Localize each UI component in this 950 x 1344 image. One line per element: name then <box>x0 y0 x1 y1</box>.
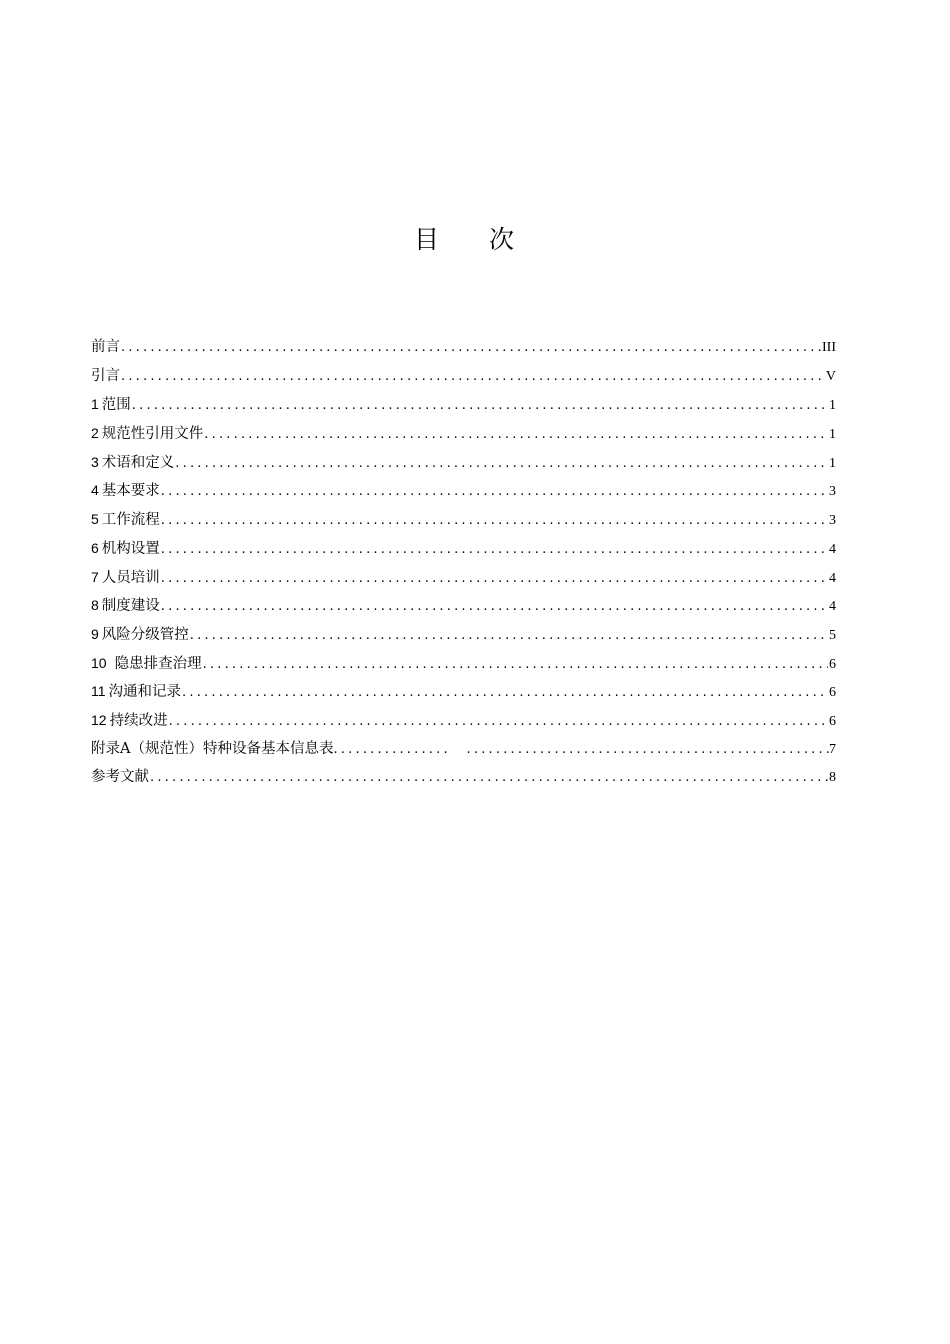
toc-entry-page: 3 <box>829 513 836 529</box>
toc-dot-leader <box>132 395 828 417</box>
toc-entry-number: 2 <box>91 425 99 442</box>
toc-entry-label: 规范性引用文件 <box>101 426 204 443</box>
toc-entry-page: 1 <box>829 427 836 443</box>
toc-entry-foreword[interactable] <box>91 336 836 365</box>
toc-entry-scope[interactable] <box>91 393 836 422</box>
toc-entry-basic-requirements[interactable] <box>91 479 836 508</box>
toc-entry-page: 4 <box>829 541 836 557</box>
table-of-contents <box>91 336 836 795</box>
toc-entry-page: III <box>822 340 836 355</box>
toc-entry-risk-control[interactable] <box>91 623 836 652</box>
toc-entry-page: 6 <box>829 713 836 729</box>
toc-dot-leader <box>182 682 828 704</box>
toc-title-part1: 目 <box>413 225 441 254</box>
toc-entry-page: 6 <box>829 656 836 672</box>
toc-entry-label: 附录A（规范性）特种设备基本信息表 <box>91 740 334 757</box>
toc-dot-leader <box>161 539 828 561</box>
toc-entry-number: 8 <box>91 597 99 614</box>
toc-entry-page: 6 <box>829 685 836 701</box>
toc-entry-label: 机构设置 <box>101 540 160 557</box>
toc-entry-continuous-improvement[interactable] <box>91 709 836 738</box>
toc-dot-leader <box>190 625 828 647</box>
toc-entry-number: 12 <box>91 711 107 728</box>
toc-entry-page: 4 <box>829 599 836 615</box>
toc-entry-page: 7 <box>829 741 836 757</box>
toc-entry-label: 基本要求 <box>101 483 160 500</box>
toc-entry-label: 参考文献 <box>91 769 149 786</box>
toc-entry-label: 隐患排查治理 <box>114 655 202 672</box>
toc-entry-hazard-investigation[interactable] <box>91 652 836 681</box>
toc-dot-leader <box>169 711 828 733</box>
toc-entry-label: 人员培训 <box>101 569 160 586</box>
toc-entry-label: 引言 <box>91 367 120 384</box>
toc-entry-number: 4 <box>91 482 99 499</box>
toc-entry-number: 11 <box>91 683 106 700</box>
toc-entry-number: 7 <box>91 568 99 585</box>
toc-entry-label: 范围 <box>101 397 131 414</box>
toc-entry-terms-definitions[interactable] <box>91 451 836 480</box>
toc-entry-label: 风险分级管控 <box>101 626 189 643</box>
toc-dot-leader <box>161 481 828 503</box>
toc-dot-leader <box>203 654 828 676</box>
toc-entry-label: 术语和定义 <box>101 454 175 471</box>
toc-entry-page: 5 <box>829 627 836 643</box>
toc-dot-leader <box>204 424 828 446</box>
toc-entry-page: 3 <box>829 484 836 500</box>
toc-dot-leader <box>161 596 828 618</box>
toc-title-part2: 次 <box>489 225 517 254</box>
toc-entry-label: 制度建设 <box>101 598 160 615</box>
toc-dot-leader <box>121 337 821 359</box>
toc-entry-label: 前言 <box>91 339 120 355</box>
toc-dot-leader <box>161 568 828 590</box>
toc-entry-number: 10 <box>91 654 107 671</box>
toc-entry-label: 工作流程 <box>101 512 160 529</box>
toc-entry-communication-records[interactable] <box>91 680 836 709</box>
toc-entry-number: 9 <box>91 625 99 642</box>
toc-entry-number: 1 <box>91 396 99 413</box>
toc-entry-training[interactable] <box>91 566 836 595</box>
toc-entry-normative-references[interactable] <box>91 422 836 451</box>
toc-entry-number: 3 <box>91 453 99 470</box>
toc-title <box>0 222 930 258</box>
toc-entry-page: V <box>825 368 836 384</box>
toc-entry-page: 1 <box>829 398 836 414</box>
toc-dot-leader <box>121 366 825 388</box>
toc-entry-page: 8 <box>829 770 836 786</box>
toc-dot-leader <box>333 739 829 761</box>
toc-dot-leader <box>150 767 828 789</box>
toc-entry-introduction[interactable] <box>91 365 836 394</box>
toc-entry-workflow[interactable] <box>91 508 836 537</box>
toc-entry-number: 5 <box>91 511 99 528</box>
toc-entry-page: 4 <box>829 570 836 586</box>
toc-entry-system-building[interactable] <box>91 594 836 623</box>
toc-entry-organization[interactable] <box>91 537 836 566</box>
toc-entry-bibliography[interactable] <box>91 766 836 795</box>
toc-entry-appendix-a[interactable] <box>91 738 836 767</box>
toc-entry-label: 沟通和记录 <box>108 684 182 701</box>
toc-dot-leader <box>161 510 828 532</box>
toc-entry-number: 6 <box>91 539 99 556</box>
toc-entry-label: 持续改进 <box>109 712 168 729</box>
toc-entry-page: 1 <box>829 455 836 471</box>
toc-dot-leader <box>175 453 828 475</box>
